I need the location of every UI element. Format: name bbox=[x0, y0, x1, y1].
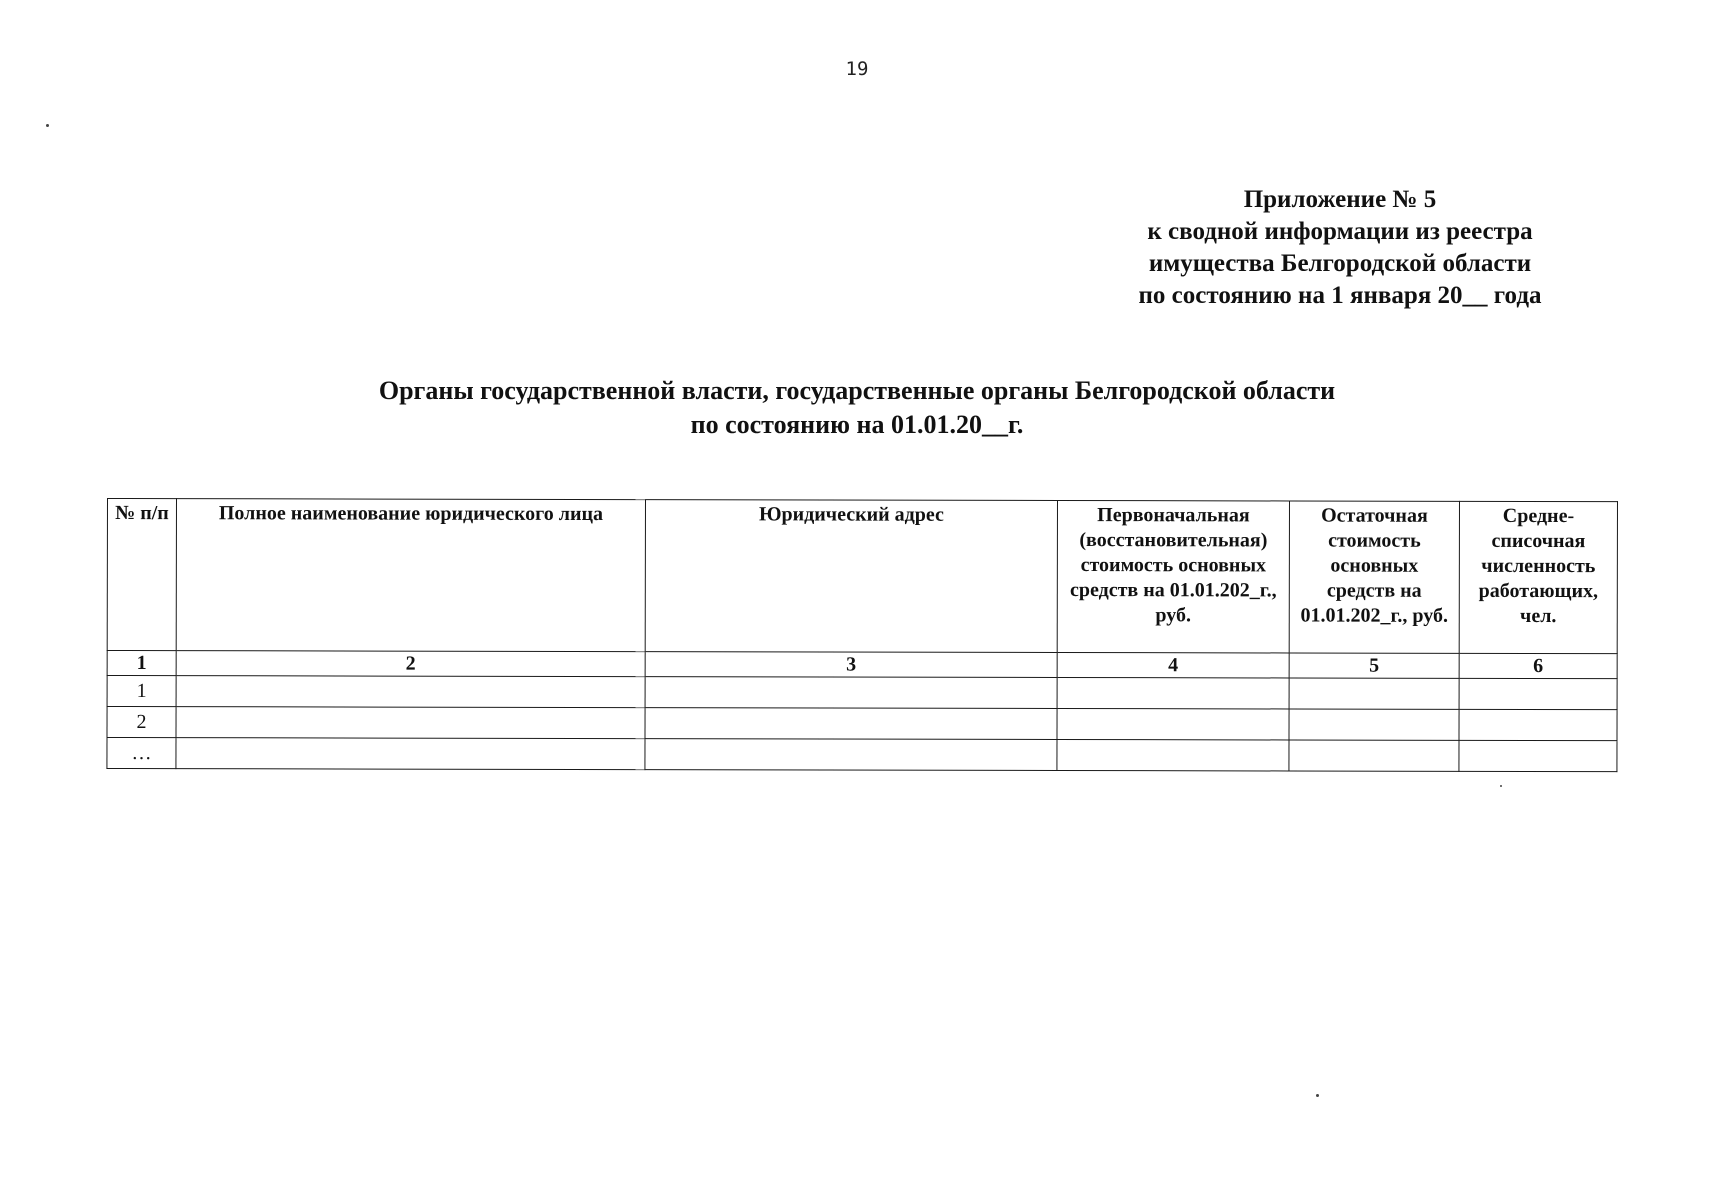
cell-initial-cost bbox=[1057, 677, 1289, 708]
header-col-residual-cost: Остаточная стоимость основных средств на 01.01.202_г., руб. bbox=[1289, 501, 1459, 653]
table-column-numbers-row bbox=[107, 651, 1617, 679]
cell-residual-cost bbox=[1289, 740, 1459, 771]
column-number: 6 bbox=[1459, 653, 1617, 678]
cell-address bbox=[645, 677, 1057, 709]
scan-speck bbox=[46, 124, 49, 127]
table-row bbox=[107, 676, 1617, 710]
header-col-headcount: Средне-списочная численность работающих, чел. bbox=[1459, 501, 1617, 653]
registry-table-container bbox=[106, 498, 1617, 772]
appendix-line: имущества Белгородской области bbox=[1148, 250, 1532, 277]
cell-number: 2 bbox=[107, 707, 176, 738]
cell-initial-cost bbox=[1057, 739, 1289, 770]
cell-name bbox=[176, 676, 645, 708]
cell-headcount bbox=[1459, 740, 1617, 771]
cell-address bbox=[645, 739, 1057, 771]
table-row bbox=[107, 707, 1617, 741]
appendix-line: по состоянию на 1 января 20__ года bbox=[1138, 282, 1542, 309]
column-number: 5 bbox=[1289, 653, 1459, 678]
header-col-number: № п/п bbox=[107, 499, 176, 651]
table-row bbox=[107, 738, 1617, 772]
column-number: 4 bbox=[1057, 652, 1289, 677]
column-number: 3 bbox=[645, 652, 1057, 678]
cell-name bbox=[176, 738, 645, 770]
appendix-line: Приложение № 5 bbox=[1243, 186, 1437, 213]
document-title bbox=[250, 374, 1464, 442]
appendix-line: к сводной информации из реестра bbox=[1147, 218, 1533, 245]
scan-speck bbox=[1316, 1094, 1319, 1097]
column-number: 2 bbox=[176, 651, 645, 677]
scan-speck bbox=[1500, 785, 1502, 787]
cell-headcount bbox=[1459, 678, 1617, 709]
cell-residual-cost bbox=[1289, 678, 1459, 709]
header-col-name: Полное наименование юридического лица bbox=[176, 499, 645, 652]
cell-initial-cost bbox=[1057, 708, 1289, 739]
document-title-line2: по состоянию на 01.01.20__г. bbox=[690, 410, 1024, 439]
cell-residual-cost bbox=[1289, 709, 1459, 740]
header-col-initial-cost: Первоначальная (восстановительная) стоимость основных средств на 01.01.202_г., руб. bbox=[1057, 500, 1289, 652]
registry-table bbox=[106, 498, 1618, 772]
page-number: 19 bbox=[845, 58, 869, 80]
table-header-row bbox=[107, 499, 1617, 654]
cell-address bbox=[645, 708, 1057, 740]
appendix-block bbox=[1090, 184, 1590, 312]
document-title-line1: Органы государственной власти, государственные органы Белгородской области bbox=[378, 376, 1336, 405]
cell-headcount bbox=[1459, 709, 1617, 740]
column-number: 1 bbox=[107, 651, 176, 676]
cell-name bbox=[176, 707, 645, 739]
cell-number: 1 bbox=[107, 676, 176, 707]
header-col-address: Юридический адрес bbox=[645, 500, 1057, 653]
cell-number: … bbox=[107, 738, 176, 769]
